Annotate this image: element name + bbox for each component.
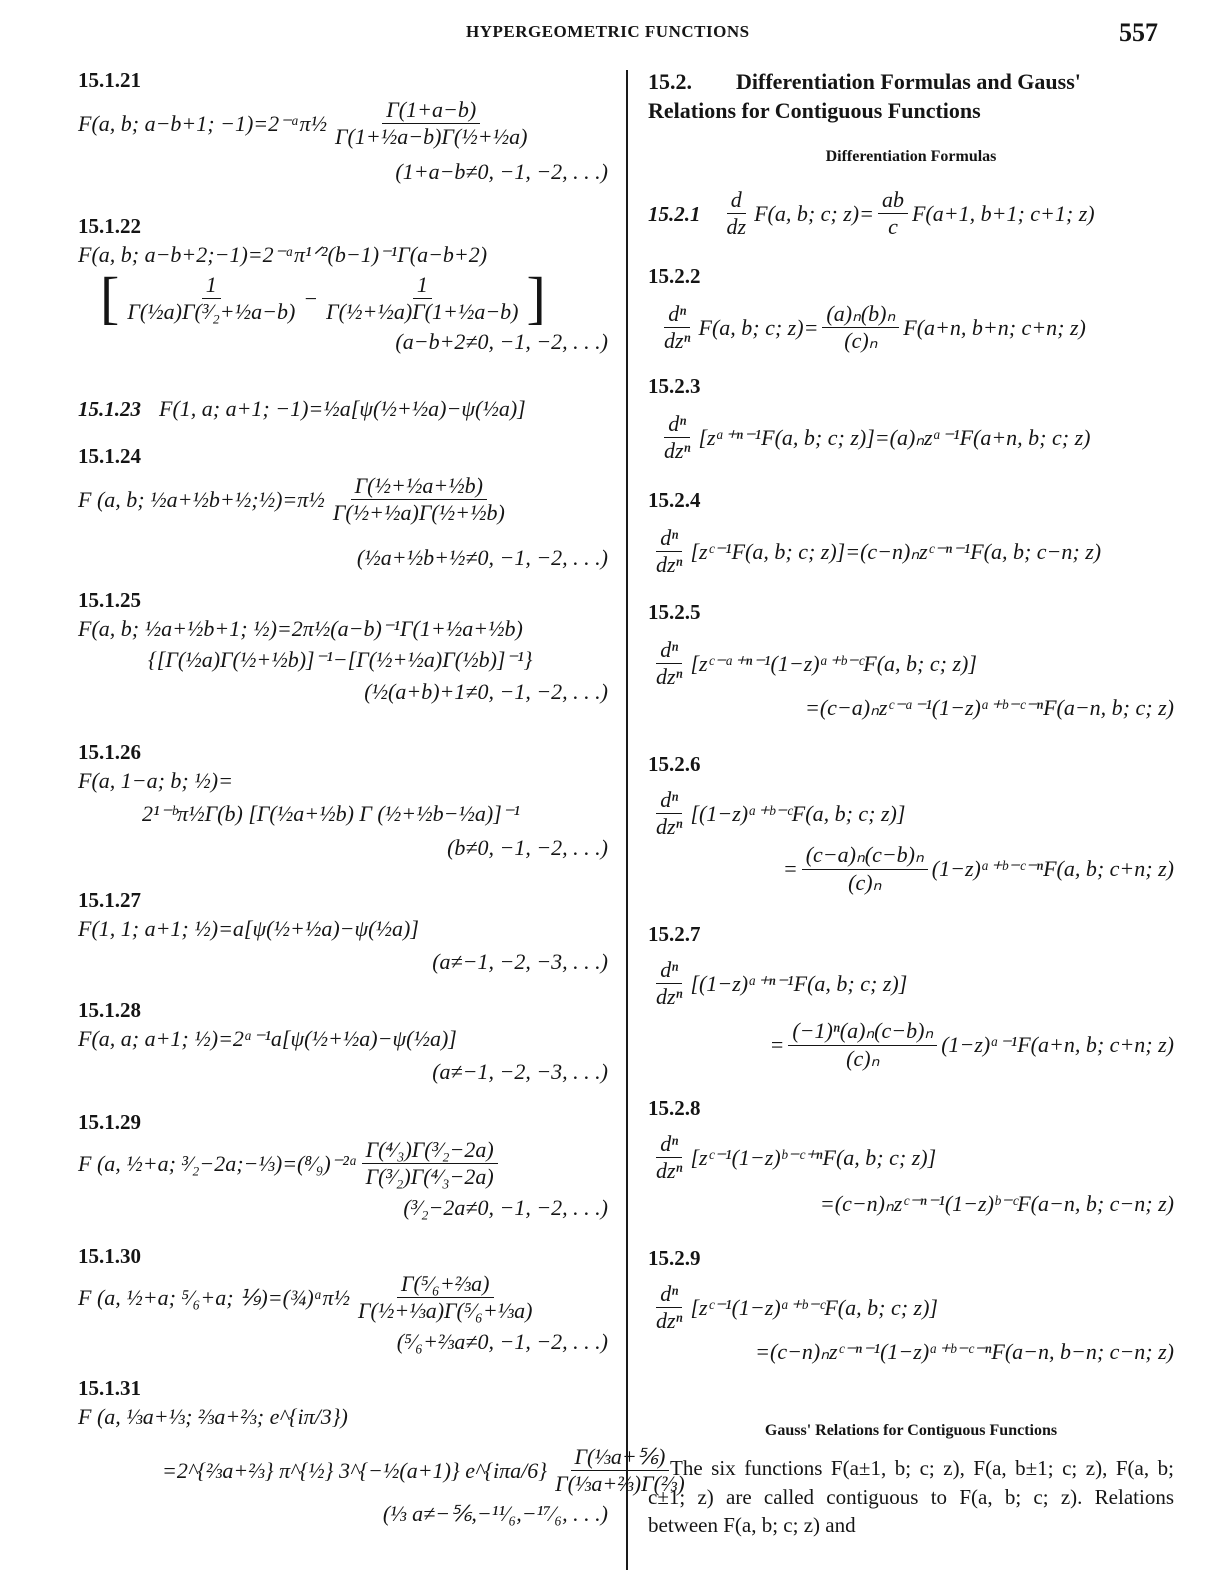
equation-condition: (³⁄₂−2a≠0, −1, −2, . . .)	[403, 1195, 608, 1221]
equation-line: F(a, a; a+1; ½)=2ᵃ⁻¹a[ψ(½+½a)−ψ(½a)]	[78, 1026, 457, 1051]
fraction: $\frac{\text{(−1)ⁿ(a)ₙ(c−b)ₙ}}{\text{(c)ₙ}}$	[788, 1019, 937, 1070]
equation-15-1-31	[78, 1376, 685, 1527]
fraction: $\frac{ab}{c}$	[878, 188, 908, 239]
running-title: HYPERGEOMETRIC FUNCTIONS	[466, 22, 750, 41]
equation-number: 15.2.6	[648, 752, 701, 776]
equation-number: 15.2.8	[648, 1096, 701, 1120]
section-heading	[648, 68, 1174, 125]
equation-number: 15.2.7	[648, 922, 701, 946]
derivative-operator: $\frac{\text{dⁿ}}{\text{dzⁿ}}$	[656, 787, 683, 840]
equation-line: {[Γ(½a)Γ(½+½b)]⁻¹−[Γ(½+½a)Γ(½b)]⁻¹}	[148, 647, 533, 673]
equation-number: 15.1.22	[78, 214, 141, 238]
equation-15-2-7: 15.2.7 $\frac{\text{dⁿ}}{\text{dzⁿ}}$ [(1−z)ᵃ⁺ⁿ⁻¹F(a, b; c; z)] = $\frac{\text{(−1)ⁿ(a)ₙ(c−b)ₙ}}{\text{(c)ₙ}}$ (1−z)ᵃ⁻¹F(a+n, b; c+n; z)	[648, 922, 1174, 1071]
bracket-group: [ $\frac{1}{\text{Γ(½a)Γ(³⁄₂+½a−b)}}$ − $\frac{1}{\text{Γ(½+½a)Γ(1+½a−b)}}$ ]	[100, 265, 546, 331]
derivative-operator: $\frac{\text{dⁿ}}{\text{dzⁿ}}$	[656, 1131, 683, 1184]
equation-15-2-3: 15.2.3 $\frac{\text{dⁿ}}{\text{dzⁿ}}$ [zᵃ⁺ⁿ⁻¹F(a, b; c; z)]=(a)ₙzᵃ⁻¹F(a+n, b; c; z)	[648, 374, 1174, 463]
subheading-differentiation: Differentiation Formulas	[825, 148, 997, 165]
fraction: $\frac{\text{Γ(⅓a+⅚)}}{\text{Γ(⅓a+⅔)Γ(⅔)}}$	[555, 1444, 685, 1497]
equation-15-1-27	[78, 888, 608, 975]
equation-line: F (a, ⅓a+⅓; ⅔a+⅔; e^{iπ/3})	[78, 1404, 348, 1429]
running-head	[0, 18, 1206, 47]
equation-number: 15.1.21	[78, 68, 141, 92]
equation-number: 15.1.27	[78, 888, 141, 912]
equation-condition: (1+a−b≠0, −1, −2, . . .)	[395, 159, 608, 185]
equation-number: 15.2.3	[648, 374, 701, 398]
equation-rhs: =(c−n)ₙzᶜ⁻ⁿ⁻¹(1−z)ᵇ⁻ᶜF(a−n, b; c−n; z)	[819, 1191, 1174, 1217]
equation-condition: (½(a+b)+1≠0, −1, −2, . . .)	[364, 678, 608, 704]
equation-15-2-8: 15.2.8 $\frac{\text{dⁿ}}{\text{dzⁿ}}$ [zᶜ⁻¹(1−z)ᵇ⁻ᶜ⁺ⁿF(a, b; c; z)] =(c−n)ₙzᶜ⁻ⁿ⁻¹(1−z)ᵇ⁻ᶜF(a−n, b; c−n; z)	[648, 1096, 1174, 1217]
equation-15-1-24	[78, 444, 608, 571]
equation-line: F(1, 1; a+1; ½)=a[ψ(½+½a)−ψ(½a)]	[78, 916, 419, 941]
fraction: $\frac{\text{(c−a)ₙ(c−b)ₙ}}{\text{(c)ₙ}}$	[802, 843, 928, 894]
equation-15-1-22	[78, 214, 608, 355]
derivative-operator: $\frac{\text{dⁿ}}{\text{dzⁿ}}$	[656, 525, 683, 578]
equation-rhs-prefix: =2^{⅔a+⅔} π^{½} 3^{−½(a+1)} e^{iπa/6}	[162, 1458, 548, 1484]
equation-15-2-4: 15.2.4 $\frac{\text{dⁿ}}{\text{dzⁿ}}$ [zᶜ⁻¹F(a, b; c; z)]=(c−n)ₙzᶜ⁻ⁿ⁻¹F(a, b; c−n; z)	[648, 488, 1174, 577]
equation-number: 15.1.30	[78, 1244, 141, 1268]
equation-rhs: =(c−n)ₙzᶜ⁻ⁿ⁻¹(1−z)ᵃ⁺ᵇ⁻ᶜ⁻ⁿF(a−n, b−n; c−n; z)	[755, 1339, 1174, 1365]
equation-condition: (a≠−1, −2, −3, . . .)	[432, 1059, 608, 1085]
equation-number: 15.1.26	[78, 740, 141, 764]
equation-condition: (a−b+2≠0, −1, −2, . . .)	[395, 329, 608, 355]
derivative-operator: $\frac{\text{dⁿ}}{\text{dzⁿ}}$	[656, 957, 683, 1010]
derivative-operator: $\frac{\text{dⁿ}}{\text{dzⁿ}}$	[664, 411, 691, 464]
equation-15-2-1: 15.2.1 $\frac{d}{dz}$ F(a, b; c; z)= $\frac{ab}{c}$ F(a+1, b+1; c+1; z)	[648, 187, 1095, 240]
equation-number: 15.1.25	[78, 588, 141, 612]
fraction: $\frac{\text{Γ(½+½a+½b)}}{\text{Γ(½+½a)Γ(½+½b)}}$	[332, 473, 505, 526]
equation-line: F(a, b; a−b+2;−1)=2⁻ᵃπ¹ᐟ²(b−1)⁻¹Γ(a−b+2)	[78, 242, 488, 267]
equation-lhs: F (a, ½+a; ³⁄₂−2a;−⅓)=(⁸⁄₉)⁻²ᵃ	[78, 1151, 358, 1177]
equation-lhs: F(a, b; a−b+1; −1)=2⁻ᵃπ½	[78, 111, 328, 137]
equation-15-1-30	[78, 1244, 608, 1355]
derivative-operator: $\frac{\text{dⁿ}}{\text{dzⁿ}}$	[664, 301, 691, 354]
equation-lhs: F (a, b; ½a+½b+½;½)=π½	[78, 487, 325, 513]
equation-condition: (⁵⁄₆+⅔a≠0, −1, −2, . . .)	[396, 1329, 608, 1355]
equation-number: 15.1.29	[78, 1110, 141, 1134]
equation-number: 15.2.9	[648, 1246, 701, 1270]
equation-number: 15.2.2	[648, 264, 701, 288]
equation-line: F(a, b; ½a+½b+1; ½)=2π½(a−b)⁻¹Γ(1+½a+½b)	[78, 616, 523, 641]
derivative-operator: $\frac{\text{dⁿ}}{\text{dzⁿ}}$	[656, 1281, 683, 1334]
equation-15-1-28	[78, 998, 608, 1085]
derivative-operator: $\frac{d}{dz}$	[726, 187, 747, 240]
fraction: $\frac{\text{Γ(⁴⁄₃)Γ(³⁄₂−2a)}}{\text{Γ(³⁄₂)Γ(⁴⁄₃−2a)}}$	[362, 1138, 498, 1189]
equation-15-1-25	[78, 588, 608, 705]
equation-number: 15.1.28	[78, 998, 141, 1022]
subheading-gauss-relations: Gauss' Relations for Contiguous Functions	[764, 1422, 1058, 1439]
equation-condition: (a≠−1, −2, −3, . . .)	[432, 949, 608, 975]
equation-line: 2¹⁻ᵇπ½Γ(b) [Γ(½a+½b) Γ (½+½b−½a)]⁻¹	[142, 801, 521, 827]
equation-rhs: =(c−a)ₙzᶜ⁻ᵃ⁻¹(1−z)ᵃ⁺ᵇ⁻ᶜ⁻ⁿF(a−n, b; c; z)	[804, 695, 1174, 721]
fraction: $\frac{\Gamma(1+a-b)}{\text{Γ(1+½a−b)Γ(½+½a)}}$	[335, 97, 528, 150]
fraction: $\frac{1}{\text{Γ(½a)Γ(³⁄₂+½a−b)}}$	[127, 271, 296, 324]
equation-15-2-6: 15.2.6 $\frac{\text{dⁿ}}{\text{dzⁿ}}$ [(1−z)ᵃ⁺ᵇ⁻ᶜF(a, b; c; z)] = $\frac{\text{(c−a)ₙ(c−b)ₙ}}{\text{(c)ₙ}}$ (1−z)ᵃ⁺ᵇ⁻ᶜ⁻ⁿF(a, b; c+n; z)	[648, 752, 1174, 895]
equation-expression: F(1, a; a+1; −1)=½a[ψ(½+½a)−ψ(½a)]	[159, 396, 526, 421]
fraction: $\frac{1}{\text{Γ(½+½a)Γ(1+½a−b)}}$	[326, 271, 519, 324]
equation-condition: (b≠0, −1, −2, . . .)	[447, 834, 608, 860]
body-paragraph: The six functions F(a±1, b; c; z), F(a, b±1; c; z), F(a, b; c±1; z) are called contiguous to F(a, b; c; z). Relations between F(a, b; c; z) and	[648, 1456, 1174, 1538]
equation-number: 15.2.1	[648, 201, 701, 226]
equation-condition: (½a+½b+½≠0, −1, −2, . . .)	[356, 545, 608, 571]
section-title-line2: Relations for Contiguous Functions	[648, 97, 981, 123]
equation-number: 15.1.31	[78, 1376, 141, 1400]
equation-15-2-5: 15.2.5 $\frac{\text{dⁿ}}{\text{dzⁿ}}$ [zᶜ⁻ᵃ⁺ⁿ⁻¹(1−z)ᵃ⁺ᵇ⁻ᶜF(a, b; c; z)] =(c−a)ₙzᶜ⁻ᵃ⁻¹(1−z)ᵃ⁺ᵇ⁻ᶜ⁻ⁿF(a−n, b; c; z)	[648, 600, 1174, 721]
equation-condition: (⅓ a≠−⅚,−¹¹⁄₆,−¹⁷⁄₆, . . .)	[382, 1500, 608, 1526]
equation-line: F(a, 1−a; b; ½)=	[78, 768, 233, 793]
equation-15-2-2: 15.2.2 $\frac{\text{dⁿ}}{\text{dzⁿ}}$ F(a, b; c; z)= $\frac{\text{(a)ₙ(b)ₙ}}{\text{(c)ₙ}}$ F(a+n, b+n; c+n; z)	[648, 264, 1174, 353]
equation-lhs: F (a, ½+a; ⁵⁄₆+a; ⅑)=(¾)ᵃπ½	[78, 1285, 351, 1311]
equation-number: 15.1.23	[78, 396, 141, 421]
section-number: 15.2.	[648, 69, 692, 94]
fraction: $\frac{\text{Γ(⁵⁄₆+⅔a)}}{\text{Γ(½+⅓a)Γ(⁵⁄₆+⅓a)}}$	[358, 1271, 533, 1324]
equation-15-1-21	[78, 68, 608, 185]
equation-15-1-23	[78, 396, 608, 421]
column-divider	[626, 70, 628, 1570]
equation-15-1-26	[78, 740, 608, 861]
equation-number: 15.2.5	[648, 600, 701, 624]
derivative-operator: $\frac{\text{dⁿ}}{\text{dzⁿ}}$	[656, 637, 683, 690]
page-number: 557	[1119, 18, 1158, 47]
equation-number: 15.1.24	[78, 444, 141, 468]
section-title-line1: Differentiation Formulas and Gauss'	[736, 69, 1081, 94]
equation-15-1-29	[78, 1110, 608, 1221]
fraction: $\frac{\text{(a)ₙ(b)ₙ}}{\text{(c)ₙ}}$	[822, 302, 899, 353]
equation-number: 15.2.4	[648, 488, 701, 512]
equation-15-2-9: 15.2.9 $\frac{\text{dⁿ}}{\text{dzⁿ}}$ [zᶜ⁻¹(1−z)ᵃ⁺ᵇ⁻ᶜF(a, b; c; z)] =(c−n)ₙzᶜ⁻ⁿ⁻¹(1−z)ᵃ⁺ᵇ⁻ᶜ⁻ⁿF(a−n, b−n; c−n; z)	[648, 1246, 1174, 1365]
